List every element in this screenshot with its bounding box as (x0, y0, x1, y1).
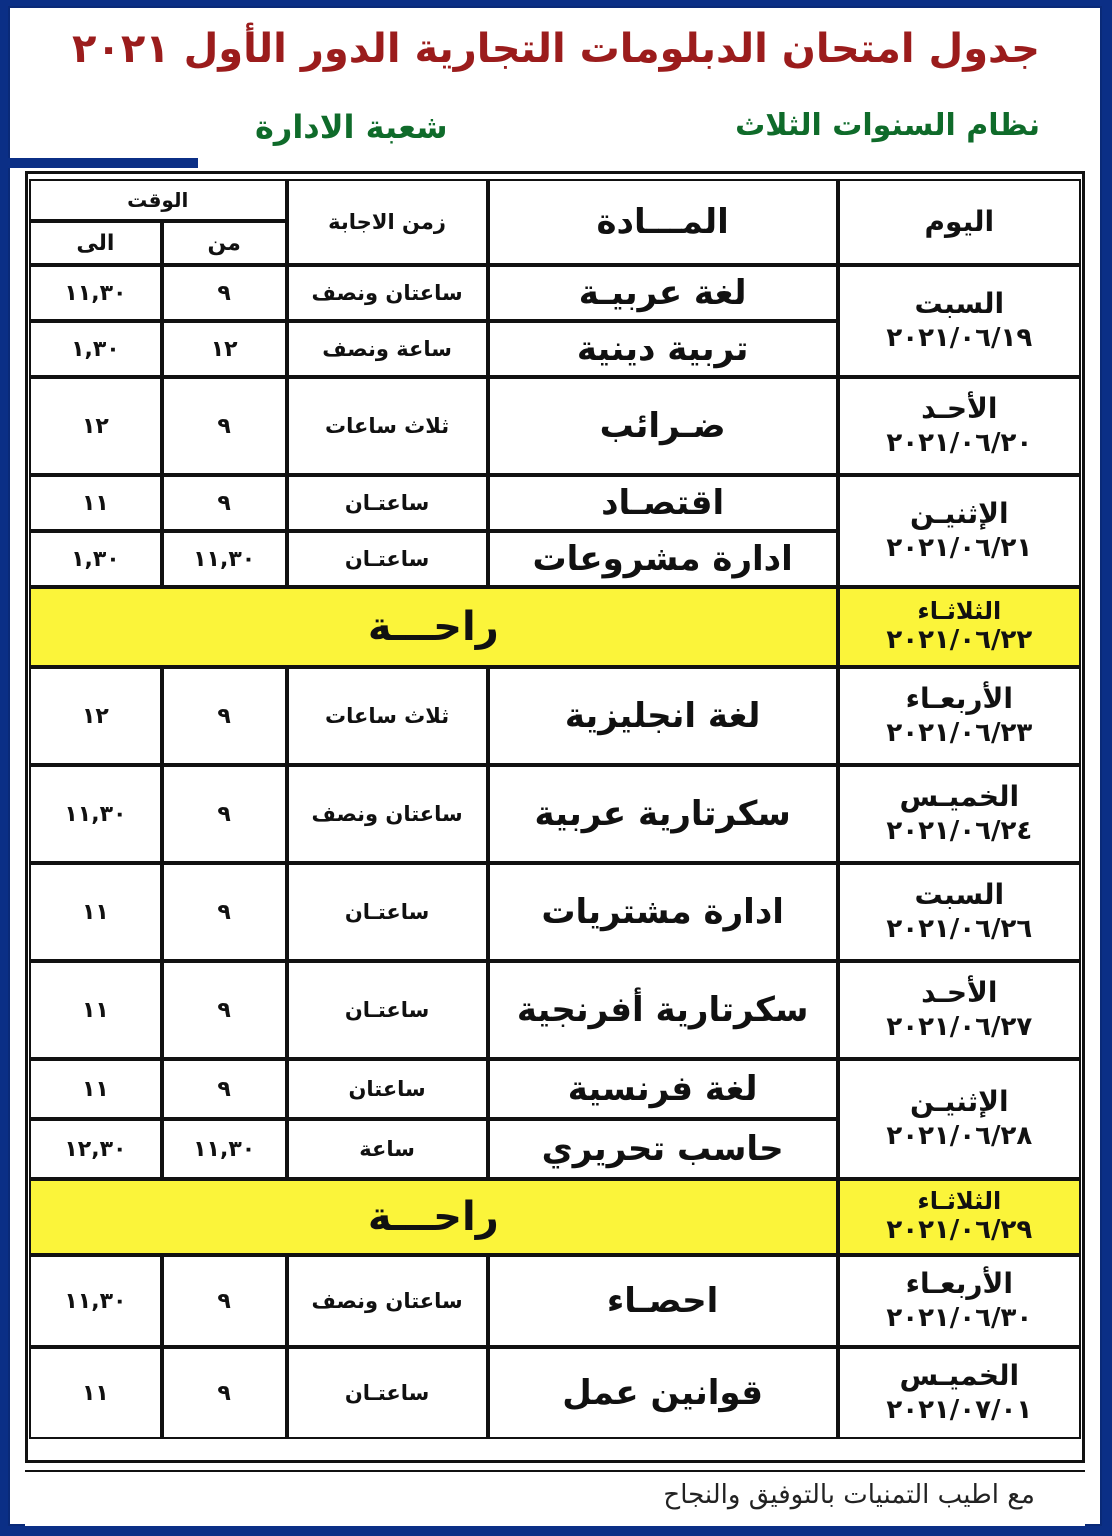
from-cell: ٩ (162, 1255, 287, 1347)
table-row (29, 1255, 1081, 1347)
table-row (29, 667, 1081, 765)
from-cell: ٩ (162, 765, 287, 863)
day-name: الثلاثـاء (917, 1187, 1002, 1216)
duration-cell: ساعتـان (287, 863, 488, 961)
from-cell: ٩ (162, 1059, 287, 1119)
day-cell (838, 587, 1081, 667)
subject-cell: ضـرائب (488, 377, 838, 475)
day-cell (838, 475, 1081, 587)
subject-cell: قوانين عمل (488, 1347, 838, 1439)
day-name: الأربعـاء (905, 1266, 1013, 1300)
day-date: ٢٠٢١/٠٧/٠١ (886, 1395, 1033, 1426)
day-name: الإثنيـن (910, 496, 1009, 530)
schedule-table-wrap (25, 171, 1085, 1463)
from-cell: ١١,٣٠ (162, 531, 287, 587)
to-cell: ١١ (29, 961, 162, 1059)
from-cell: ١٢ (162, 321, 287, 377)
duration-cell: ساعتان (287, 1059, 488, 1119)
duration-cell: ساعتان ونصف (287, 265, 488, 321)
day-name: السبت (914, 877, 1005, 911)
day-date: ٢٠٢١/٠٦/١٩ (886, 323, 1033, 354)
day-date: ٢٠٢١/٠٦/٣٠ (886, 1303, 1033, 1334)
duration-cell: ساعة ونصف (287, 321, 488, 377)
subject-cell: لغة فرنسية (488, 1059, 838, 1119)
to-cell: ١,٣٠ (29, 531, 162, 587)
day-cell (838, 667, 1081, 765)
to-cell: ١,٣٠ (29, 321, 162, 377)
to-cell: ١١ (29, 1347, 162, 1439)
to-cell: ١٢ (29, 377, 162, 475)
duration-cell: ساعتان ونصف (287, 765, 488, 863)
day-date: ٢٠٢١/٠٦/٢٧ (886, 1012, 1033, 1043)
table-row (29, 265, 1081, 321)
rest-row (29, 587, 1081, 667)
duration-cell: ساعتـان (287, 475, 488, 531)
from-cell: ٩ (162, 667, 287, 765)
header-duration: زمن الاجابة (287, 179, 488, 265)
header-time: الوقت (29, 179, 287, 221)
rest-row (29, 1179, 1081, 1255)
table-row (29, 863, 1081, 961)
to-cell: ١٢ (29, 667, 162, 765)
subject-cell: اقتصـاد (488, 475, 838, 531)
day-date: ٢٠٢١/٠٦/٢٢ (886, 624, 1033, 655)
rest-label: راحـــة (29, 587, 838, 667)
day-cell (838, 961, 1081, 1059)
page-frame (8, 6, 1102, 1526)
duration-cell: ساعة (287, 1119, 488, 1179)
table-row (29, 475, 1081, 531)
to-cell: ١١,٣٠ (29, 1255, 162, 1347)
subject-cell: احصـاء (488, 1255, 838, 1347)
day-date: ٢٠٢١/٠٦/٢٣ (886, 718, 1033, 749)
day-cell (838, 1347, 1081, 1439)
table-row (29, 765, 1081, 863)
to-cell: ١١ (29, 863, 162, 961)
day-name: الأحـد (921, 391, 998, 425)
from-cell: ٩ (162, 863, 287, 961)
division-subtitle: شعبة الادارة (255, 108, 448, 146)
day-cell (838, 765, 1081, 863)
table-row (29, 377, 1081, 475)
header-subject: المـــادة (488, 179, 838, 265)
day-name: الخميـس (899, 779, 1020, 813)
system-subtitle: نظام السنوات الثلاث (735, 108, 1040, 143)
duration-cell: ساعتـان (287, 961, 488, 1059)
from-cell: ٩ (162, 1347, 287, 1439)
table-row (29, 1347, 1081, 1439)
day-name: الثلاثـاء (917, 597, 1002, 626)
day-date: ٢٠٢١/٠٦/٢١ (886, 533, 1033, 564)
day-name: الإثنيـن (910, 1084, 1009, 1118)
schedule-table (29, 179, 1081, 1439)
page-title: جدول امتحان الدبلومات التجارية الدور الأول ٢٠٢١ (71, 26, 1040, 72)
day-cell (838, 1179, 1081, 1255)
duration-cell: ساعتـان (287, 1347, 488, 1439)
duration-cell: ثلاث ساعات (287, 667, 488, 765)
day-date: ٢٠٢١/٠٦/٢٤ (886, 816, 1033, 847)
from-cell: ٩ (162, 377, 287, 475)
day-date: ٢٠٢١/٠٦/٢٩ (886, 1214, 1033, 1245)
subject-cell: تربية دينية (488, 321, 838, 377)
duration-cell: ثلاث ساعات (287, 377, 488, 475)
to-cell: ١٢,٣٠ (29, 1119, 162, 1179)
footer (25, 1470, 1085, 1526)
from-cell: ١١,٣٠ (162, 1119, 287, 1179)
day-date: ٢٠٢١/٠٦/٢٠ (886, 428, 1033, 459)
from-cell: ٩ (162, 265, 287, 321)
header-to: الى (29, 221, 162, 265)
subject-cell: ادارة مشروعات (488, 531, 838, 587)
from-cell: ٩ (162, 475, 287, 531)
to-cell: ١١ (29, 1059, 162, 1119)
day-name: الأحـد (921, 975, 998, 1009)
table-row (29, 961, 1081, 1059)
subject-cell: سكرتارية أفرنجية (488, 961, 838, 1059)
day-cell (838, 1255, 1081, 1347)
day-name: الأربعـاء (905, 681, 1013, 715)
header (10, 8, 1100, 168)
subject-cell: حاسب تحريري (488, 1119, 838, 1179)
to-cell: ١١,٣٠ (29, 765, 162, 863)
subject-cell: سكرتارية عربية (488, 765, 838, 863)
table-row (29, 1059, 1081, 1119)
subject-cell: لغة عربيـة (488, 265, 838, 321)
duration-cell: ساعتان ونصف (287, 1255, 488, 1347)
day-cell (838, 265, 1081, 377)
to-cell: ١١,٣٠ (29, 265, 162, 321)
day-cell (838, 377, 1081, 475)
subject-cell: ادارة مشتريات (488, 863, 838, 961)
to-cell: ١١ (29, 475, 162, 531)
day-date: ٢٠٢١/٠٦/٢٦ (886, 914, 1033, 945)
day-cell (838, 1059, 1081, 1179)
footer-message: مع اطيب التمنيات بالتوفيق والنجاح (663, 1480, 1035, 1510)
header-from: من (162, 221, 287, 265)
subject-cell: لغة انجليزية (488, 667, 838, 765)
duration-cell: ساعتـان (287, 531, 488, 587)
header-day: اليوم (838, 179, 1081, 265)
rest-label: راحـــة (29, 1179, 838, 1255)
day-name: الخميـس (899, 1358, 1020, 1392)
day-date: ٢٠٢١/٠٦/٢٨ (886, 1121, 1033, 1152)
day-name: السبت (914, 286, 1005, 320)
from-cell: ٩ (162, 961, 287, 1059)
day-cell (838, 863, 1081, 961)
